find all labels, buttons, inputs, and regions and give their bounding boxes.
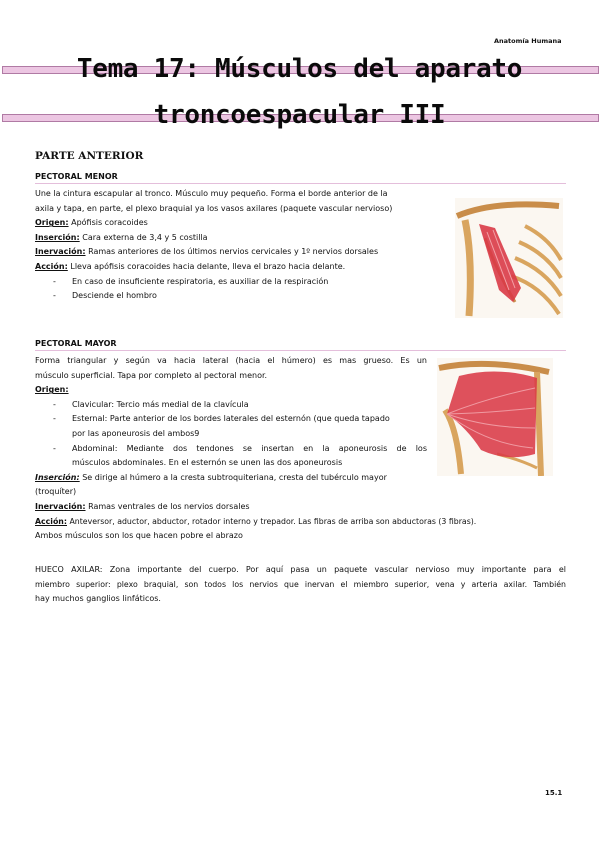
pectoral-menor-illustration: [455, 198, 563, 318]
pectoral-menor-intro-1: Une la cintura escapular al tronco. Músculo muy pequeño. Forma el borde anterior de la: [35, 189, 388, 198]
pectoral-menor-inervacion: Inervación: Ramas anteriores de los últimos nervios cervicales y 1º nervios dorsales: [35, 247, 379, 257]
pectoral-menor-intro-2: axila y tapa, en parte, el plexo braquial ya los vasos axilares (paquete vascular nervioso): [35, 203, 393, 213]
list-item: - Abdominal: Mediante dos tendones se insertan en la aponeurosis de los: [53, 443, 427, 453]
pectoral-mayor-illustration: [437, 358, 553, 476]
pectoral-mayor-closing: Ambos músculos son los que hacen pobre el abrazo: [35, 531, 243, 541]
list-item: - Desciende el hombro: [53, 291, 157, 301]
pectoral-menor-block: [35, 187, 440, 304]
pectoral-mayor-intro-2: músculo superficial. Tapa por completo al pectoral menor.: [35, 370, 268, 380]
pectoral-mayor-heading: PECTORAL MAYOR: [35, 339, 566, 351]
hueco-axilar-line-1: HUECO AXILAR: Zona importante del cuerpo. Por aquí pasa un paquete vascular nervioso muy importante para el: [35, 565, 566, 574]
pectoral-mayor-insercion: Inserción: Se dirige al húmero a la cresta subtroquiteriana, cresta del tubérculo mayor: [35, 472, 387, 482]
pectoral-mayor-accion: Acción: Anteversor, aductor, abductor, rotador interno y trepador. Las fibras de arriba son abductoras (3 fibras).: [35, 516, 477, 526]
pectoral-menor-accion: Acción: Lleva apófisis coracoides hacia delante, lleva el brazo hacia delante.: [35, 261, 346, 271]
page-title-line-1: Tema 17: Músculos del aparato: [76, 54, 523, 84]
section-heading: PARTE ANTERIOR: [35, 150, 144, 162]
list-item: - Esternal: Parte anterior de los bordes laterales del esternón (que queda tapado: [53, 414, 390, 424]
pectoral-mayor-block: [35, 354, 477, 544]
hueco-axilar-line-3: hay muchos ganglios linfáticos.: [35, 594, 161, 604]
pectoral-menor-insercion: Inserción: Cara externa de 3,4 y 5 costilla: [35, 232, 208, 242]
list-item: - En caso de insuficiente respiratoria, es auxiliar de la respiración: [53, 276, 329, 286]
pectoral-menor-heading: PECTORAL MENOR: [35, 172, 566, 184]
course-name: Anatomía Humana: [494, 37, 562, 45]
list-item: - Clavicular: Tercio más medial de la clavícula: [53, 399, 249, 409]
hueco-axilar-line-2: miembro superior: plexo braquial, son todos los nervios que inervan el miembro superior, vena y arteria axilar. También: [35, 579, 566, 589]
hueco-axilar-block: [35, 563, 566, 607]
pectoral-mayor-origen: Origen:: [35, 385, 69, 395]
pectoral-mayor-insercion-cont: (troquíter): [35, 487, 77, 497]
list-item-continued: por las aponeurosis del ambos9: [72, 428, 200, 438]
pectoral-menor-origen: Origen: Apófisis coracoides: [35, 218, 148, 228]
pectoral-mayor-inervacion: Inervación: Ramas ventrales de los nervios dorsales: [35, 501, 250, 511]
page-number: 15.1: [545, 789, 563, 797]
pectoral-mayor-intro-1: Forma triangular y según va hacia lateral (hacia el húmero) es mas grueso. Es un: [35, 356, 427, 365]
page-title-line-2: troncoespacular III: [153, 100, 446, 130]
list-item-continued: músculos abdominales. En el esternón se unen las dos aponeurosis: [72, 458, 343, 468]
